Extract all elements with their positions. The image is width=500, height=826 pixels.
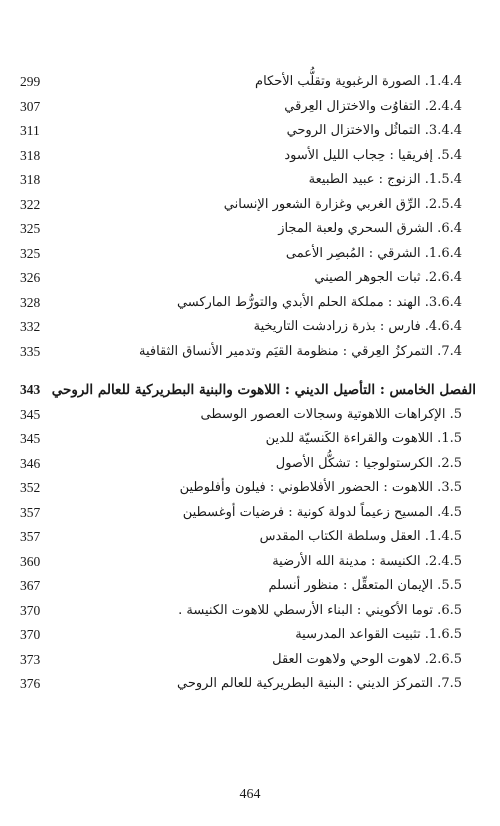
toc-entry-title: 2.6.4. ثبات الجوهر الصيني <box>314 270 462 285</box>
toc-entry-title: 3.6.4. الهند : مملكة الحلم الأبدي والتورُّط الماركسي <box>176 294 462 310</box>
toc-entry-title: 2.4.5. الكنيسة : مدينة الله الأرضية <box>272 553 462 569</box>
toc-entry <box>20 315 462 340</box>
toc-page-number: 328 <box>20 294 41 310</box>
toc-entry <box>20 340 462 365</box>
toc-entry-title: 1.5. اللاهوت والقراءة الكَنسيّة للدين <box>265 431 462 446</box>
toc-entry-title: 1.6.5. تثبيت القواعد المدرسية <box>295 627 462 642</box>
toc-entry-title: 3.4.4. التماثُل والاختزال الروحي <box>286 123 462 138</box>
toc-page-number: 370 <box>20 627 41 642</box>
page-number: 464 <box>239 787 261 802</box>
toc-entry-title: 1.4.5. العقل وسلطة الكتاب المقدس <box>259 529 462 544</box>
toc-entry <box>20 501 462 526</box>
toc-page-number: 376 <box>20 676 41 691</box>
toc-entry-title: 2.6.5. لاهوت الوحي ولاهوت العقل <box>272 651 462 667</box>
toc-entry <box>20 168 462 193</box>
toc-entry <box>20 672 462 697</box>
toc-entry <box>20 403 462 428</box>
toc-entry-title: 2.5.4. الرِّق الغربي وغزارة الشعور الإنساني <box>223 196 462 212</box>
toc-page-number: 325 <box>20 221 41 236</box>
toc-page-number: 299 <box>20 74 41 89</box>
toc-page-number: 332 <box>20 319 41 334</box>
toc-page-number: 346 <box>20 455 41 471</box>
toc-entry <box>20 242 462 267</box>
toc-page-number: 357 <box>20 504 41 520</box>
toc-entry-title: 5.5. الإيمان المتعقِّل : منظور أنسلم <box>268 578 462 593</box>
toc-entry <box>20 623 462 648</box>
toc-entry <box>20 525 462 550</box>
toc-entry-title: 6.5. توما الأكويني : البناء الأرسطي للاهوت الكنيسة . <box>178 602 462 618</box>
toc-entry <box>20 193 462 218</box>
toc-page-number: 307 <box>20 98 41 114</box>
toc-entry <box>20 476 462 501</box>
toc-page-number: 345 <box>20 431 41 446</box>
table-of-contents <box>20 70 476 697</box>
toc-entry-title: 1.5.4. الزنوج : عبيد الطبيعة <box>308 172 462 187</box>
toc-page-number: 343 <box>20 382 41 397</box>
toc-entry-title: 6.4. الشرق السحري ولعبة المجاز <box>278 221 462 236</box>
toc-page-number: 373 <box>20 651 41 667</box>
toc-entry <box>20 599 462 624</box>
toc-entry-title: 4.6.4. فارس : بذرة زرادشت التاريخية <box>253 319 462 334</box>
toc-entry <box>20 452 462 477</box>
toc-page-number: 335 <box>20 343 41 359</box>
toc-page-number: 367 <box>20 578 41 593</box>
toc-page-number: 326 <box>20 270 41 285</box>
toc-entry-title: 1.6.4. الشرقي : المُبصِر الأعمى <box>285 245 462 261</box>
toc-entry <box>20 95 462 120</box>
toc-entry <box>20 550 462 575</box>
toc-page-number: 318 <box>20 147 41 163</box>
toc-page-number: 318 <box>20 172 41 187</box>
toc-entry-title: 2.4.4. التفاوُت والاختزال العِرقي <box>284 98 462 114</box>
toc-entry-title: 7.4. التمركزُ العِرقي : منظومة القيَم وتدمير الأنساق الثقافية <box>138 343 462 359</box>
toc-entry <box>20 648 462 673</box>
toc-entry <box>20 266 462 291</box>
toc-entry <box>20 70 462 95</box>
toc-entry <box>20 574 462 599</box>
toc-entry <box>20 427 462 452</box>
toc-page-number: 322 <box>20 196 41 212</box>
toc-entry <box>20 217 462 242</box>
toc-page-number: 370 <box>20 602 41 618</box>
toc-entry <box>20 144 462 169</box>
toc-entry-title: 3.5. اللاهوت : الحضور الأفلاطوني : فيلون وأفلوطين <box>179 480 462 495</box>
toc-entry-title: 5.4. إفريقيا : حِجاب الليل الأسود <box>284 147 462 163</box>
toc-page-number: 325 <box>20 245 41 261</box>
toc-chapter-title: الفصل الخامس : التأصيل الديني : اللاهوت والبنية البطريركية للعالم الروحي <box>51 382 476 398</box>
toc-chapter-heading <box>20 378 476 403</box>
toc-page-number: 345 <box>20 406 41 422</box>
toc-entry-title: 1.4.4. الصورة الرغبوية وتقلُّب الأحكام <box>255 74 462 89</box>
toc-page-number: 352 <box>20 480 41 495</box>
toc-entry-title: 5. الإكراهات اللاهوتية وسجالات العصور الوسطى <box>200 406 462 422</box>
toc-entry-title: 2.5. الكرستولوجيا : تشكُّل الأصول <box>275 455 462 471</box>
toc-entry <box>20 291 462 316</box>
toc-page-number: 357 <box>20 529 41 544</box>
toc-entry <box>20 119 462 144</box>
toc-entry-title: 7.5. التمركز الديني : البنية البطريركية للعالم الروحي <box>177 676 462 691</box>
toc-entry-title: 4.5. المسيح زعيماً لدولة كونية : فرضيات أوغسطين <box>182 504 462 520</box>
toc-page-number: 311 <box>20 123 40 138</box>
toc-page-number: 360 <box>20 553 41 569</box>
